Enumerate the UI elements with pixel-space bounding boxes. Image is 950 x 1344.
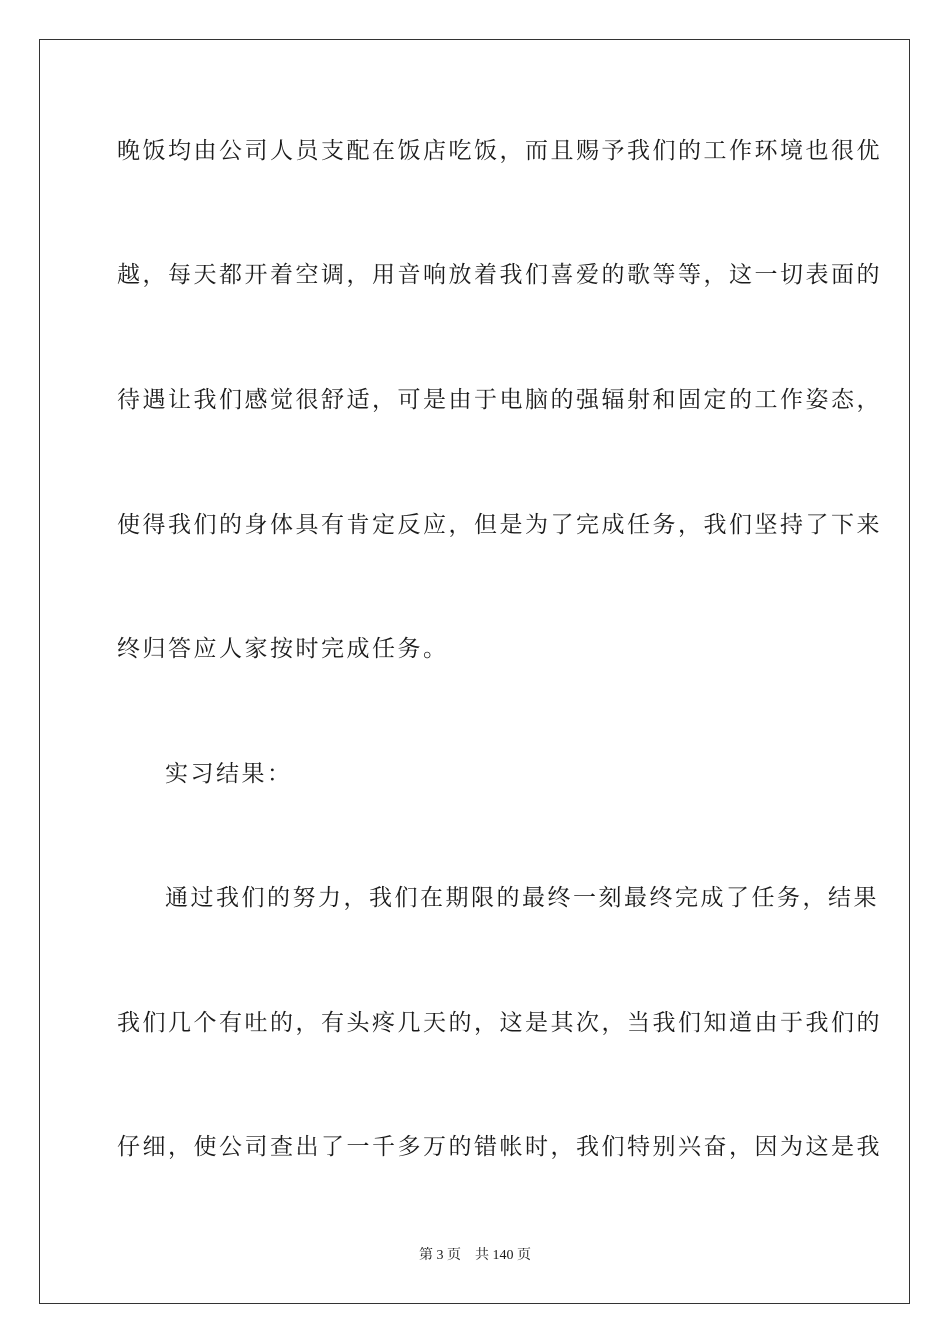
page-number: 第 3 页 [419, 1248, 461, 1263]
text-line: 仔细，使公司查出了一千多万的错帐时，我们特别兴奋，因为这是我 [117, 1134, 882, 1160]
text-line: 晚饭均由公司人员支配在饭店吃饭，而且赐予我们的工作环境也很优 [117, 138, 882, 164]
text-line: 使得我们的身体具有肯定反应，但是为了完成任务，我们坚持了下来 [117, 512, 882, 538]
page-total: 共 140 页 [475, 1248, 531, 1263]
text-line: 通过我们的努力，我们在期限的最终一刻最终完成了任务，结果 [165, 885, 879, 911]
page-border [39, 39, 910, 1304]
section-heading: 实习结果： [165, 761, 293, 787]
text-line: 我们几个有吐的，有头疼几天的，这是其次，当我们知道由于我们的 [117, 1010, 882, 1036]
page-footer [0, 1247, 950, 1265]
text-line: 越，每天都开着空调，用音响放着我们喜爱的歌等等，这一切表面的 [117, 262, 882, 288]
text-line: 终归答应人家按时完成任务。 [117, 636, 449, 662]
text-line: 待遇让我们感觉很舒适，可是由于电脑的强辐射和固定的工作姿态， [117, 387, 882, 413]
